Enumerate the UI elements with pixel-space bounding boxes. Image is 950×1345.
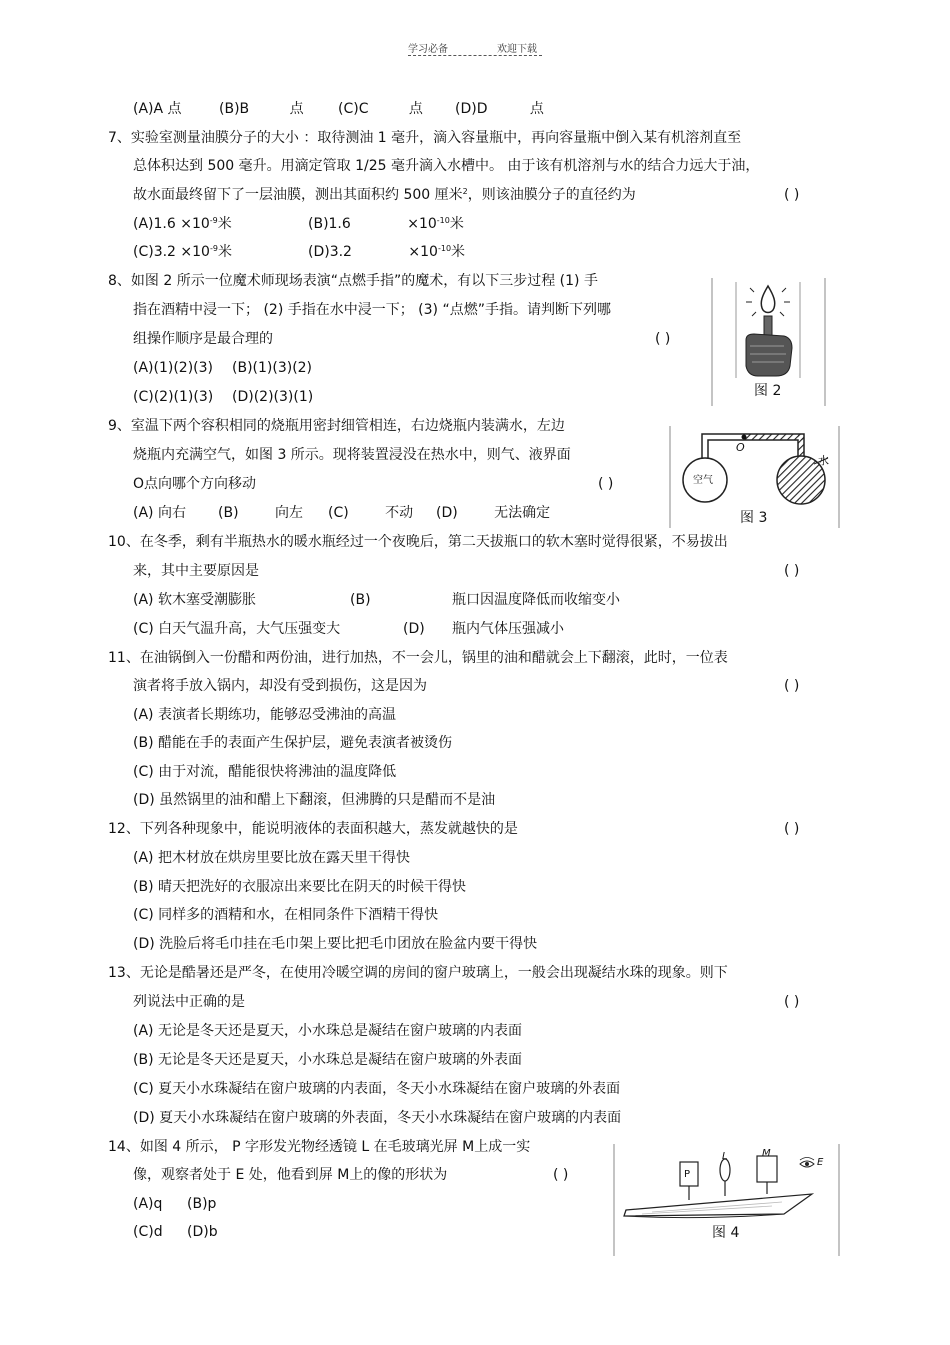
q11-line2: 演者将手放入锅内，却没有受到损伤，这是因为 [133, 678, 427, 694]
q11-option-c: (C) 由于对流，醋能很快将沸油的温度降低 [133, 764, 397, 780]
q10-answer-paren: ( ) [784, 563, 800, 579]
q7-answer-paren: ( ) [784, 187, 800, 203]
q14-line1: 14、如图 4 所示， P 字形发光物经透镜 L 在毛玻璃光屏 M上成一实 [108, 1139, 531, 1155]
q10-option-a: (A) 软木塞受潮膨胀 [133, 592, 256, 608]
q14-answer-paren: ( ) [553, 1167, 569, 1183]
q10-line2: 来，其中主要原因是 [133, 563, 259, 579]
figure-4-label-m: M [762, 1148, 771, 1159]
q7-option-d: $(D)3.2 \times 10^{-10}$米 [308, 244, 466, 260]
header-rule [408, 55, 542, 56]
figure-4-label-l: L [722, 1151, 728, 1162]
figure-3-label-water: 水 [818, 454, 829, 467]
q12-answer-paren: ( ) [784, 821, 800, 837]
q10-option-d-label: (D) [403, 621, 425, 637]
q9-option-c: (C) 不动 [328, 505, 414, 521]
q13-line1: 13、无论是酷暑还是严冬，在使用冷暖空调的房间的窗户玻璃上，一般会出现凝结水珠的现象。则下 [108, 965, 728, 981]
q11-option-d: (D) 虽然锅里的油和醋上下翻滚，但沸腾的只是醋而不是油 [133, 792, 496, 808]
hand-icon [746, 316, 792, 376]
q8-line3: 组操作顺序是最合理的 [133, 331, 273, 347]
q9-line3: O点向哪个方向移动 [133, 476, 257, 492]
q11-option-b: (B) 醋能在手的表面产生保护层，避免表演者被烫伤 [133, 735, 452, 751]
q14-option-b: (B)p [187, 1196, 217, 1212]
q7-line1: 7、实验室测量油膜分子的大小 ：取待测油 1 毫升，滴入容量瓶中，再向容量瓶中倒入某有机溶剂直至 [108, 130, 742, 146]
q12-line1: 12、下列各种现象中，能说明液体的表面积越大，蒸发就越快的是 [108, 821, 518, 837]
q8-line1: 8、如图 2 所示一位魔术师现场表演“点燃手指”的魔术，有以下三步过程 (1) 手 [108, 273, 598, 289]
q7-option-c: $(C)3.2 \times 10^{-9}$米 [133, 244, 232, 260]
figure-3-caption: 图 3 [740, 510, 768, 526]
q6-option-b: (B)B 点 [219, 101, 304, 117]
q11-option-a: (A) 表演者长期练功，能够忍受沸油的高温 [133, 707, 396, 723]
q9-answer-paren: ( ) [598, 476, 614, 492]
q11-line1: 11、在油锅倒入一份醋和两份油，进行加热，不一会儿，锅里的油和醋就会上下翻滚，此时，一位表 [108, 650, 728, 666]
q8-option-b: (B)(1)(3)(2) [232, 360, 313, 376]
q8-option-a: (A)(1)(2)(3) [133, 360, 213, 376]
q6-option-a: (A)A 点 [133, 101, 182, 117]
figure-2-caption: 图 2 [754, 383, 782, 399]
q7-option-a: $(A)1.6 \times 10^{-9}$米 [133, 216, 232, 232]
q7-line3: 故水面最终留下了一层油膜，测出其面积约 500 厘米$^2$，则该油膜分子的直径约为 [133, 187, 636, 203]
q14-option-d: (D)b [187, 1224, 218, 1240]
q6-option-d: (D)D 点 [455, 101, 544, 117]
q10-option-c: (C) 白天气温升高，大气压强变大 [133, 621, 341, 637]
header-right: 欢迎下载 [497, 44, 537, 55]
q13-option-c: (C) 夏天小水珠凝结在窗户玻璃的内表面，冬天小水珠凝结在窗户玻璃的外表面 [133, 1081, 621, 1097]
q12-option-b: (B) 晴天把洗好的衣服凉出来要比在阴天的时候干得快 [133, 879, 466, 895]
q8-answer-paren: ( ) [655, 331, 671, 347]
q8-option-d: (D)(2)(3)(1) [232, 389, 314, 405]
q10-option-b-label: (B) [350, 592, 371, 608]
q12-option-d: (D) 洗脸后将毛巾挂在毛巾架上要比把毛巾团放在脸盆内要干得快 [133, 936, 538, 952]
eye-icon [800, 1158, 814, 1168]
q13-answer-paren: ( ) [784, 994, 800, 1010]
q13-option-a: (A) 无论是冬天还是夏天，小水珠总是凝结在窗户玻璃的内表面 [133, 1023, 522, 1039]
q14-line2: 像，观察者处于 E 处，他看到屏 M上的像的形状为 [133, 1167, 448, 1183]
q9-option-a: (A) 向右 [133, 505, 186, 521]
figure-4-label-e: E [817, 1157, 824, 1168]
q12-option-a: (A) 把木材放在烘房里要比放在露天里干得快 [133, 850, 410, 866]
q6-option-c: (C)C 点 [338, 101, 423, 117]
q9-option-b: (B) 向左 [218, 505, 303, 521]
q14-option-c: (C)d [133, 1224, 163, 1240]
q10-line1: 10、在冬季，剩有半瓶热水的暖水瓶经过一个夜晚后，第二天拔瓶口的软木塞时觉得很紧，不易拔出 [108, 534, 728, 550]
q7-line2: 总体积达到 500 毫升。用滴定管取 1/25 毫升滴入水槽中。 由于该有机溶剂与水的结合力远大于油， [133, 158, 760, 174]
q8-line2: 指在酒精中浸一下； (2) 手指在水中浸一下； (3) “点燃”手指。请判断下列哪 [133, 302, 611, 318]
q13-line2: 列说法中正确的是 [133, 994, 245, 1010]
q9-option-d: (D) 无法确定 [436, 505, 551, 521]
q10-option-b: 瓶口因温度降低而收缩变小 [452, 592, 620, 608]
q9-line2: 烧瓶内充满空气，如图 3 所示。现将装置浸没在热水中，则气、液界面 [133, 447, 571, 463]
q7-option-b: $(B)1.6 \times 10^{-10}$米 [308, 216, 464, 232]
q13-option-d: (D) 夏天小水珠凝结在窗户玻璃的外表面，冬天小水珠凝结在窗户玻璃的内表面 [133, 1110, 622, 1126]
figure-3-label-o: O [736, 441, 745, 454]
q10-option-d: 瓶内气体压强减小 [452, 621, 564, 637]
q11-answer-paren: ( ) [784, 678, 800, 694]
q12-option-c: (C) 同样多的酒精和水，在相同条件下酒精干得快 [133, 907, 439, 923]
figure-3-label-air: 空气 [693, 475, 713, 486]
q9-line1: 9、室温下两个容积相同的烧瓶用密封细管相连，右边烧瓶内装满水，左边 [108, 418, 565, 434]
flame-icon [746, 286, 790, 316]
figure-4-caption: 图 4 [712, 1225, 740, 1241]
q14-option-a: (A)q [133, 1196, 163, 1212]
q13-option-b: (B) 无论是冬天还是夏天，小水珠总是凝结在窗户玻璃的外表面 [133, 1052, 522, 1068]
figure-4-label-p: P [684, 1169, 691, 1180]
q8-option-c: (C)(2)(1)(3) [133, 389, 214, 405]
header-left: 学习必备 [408, 44, 448, 55]
